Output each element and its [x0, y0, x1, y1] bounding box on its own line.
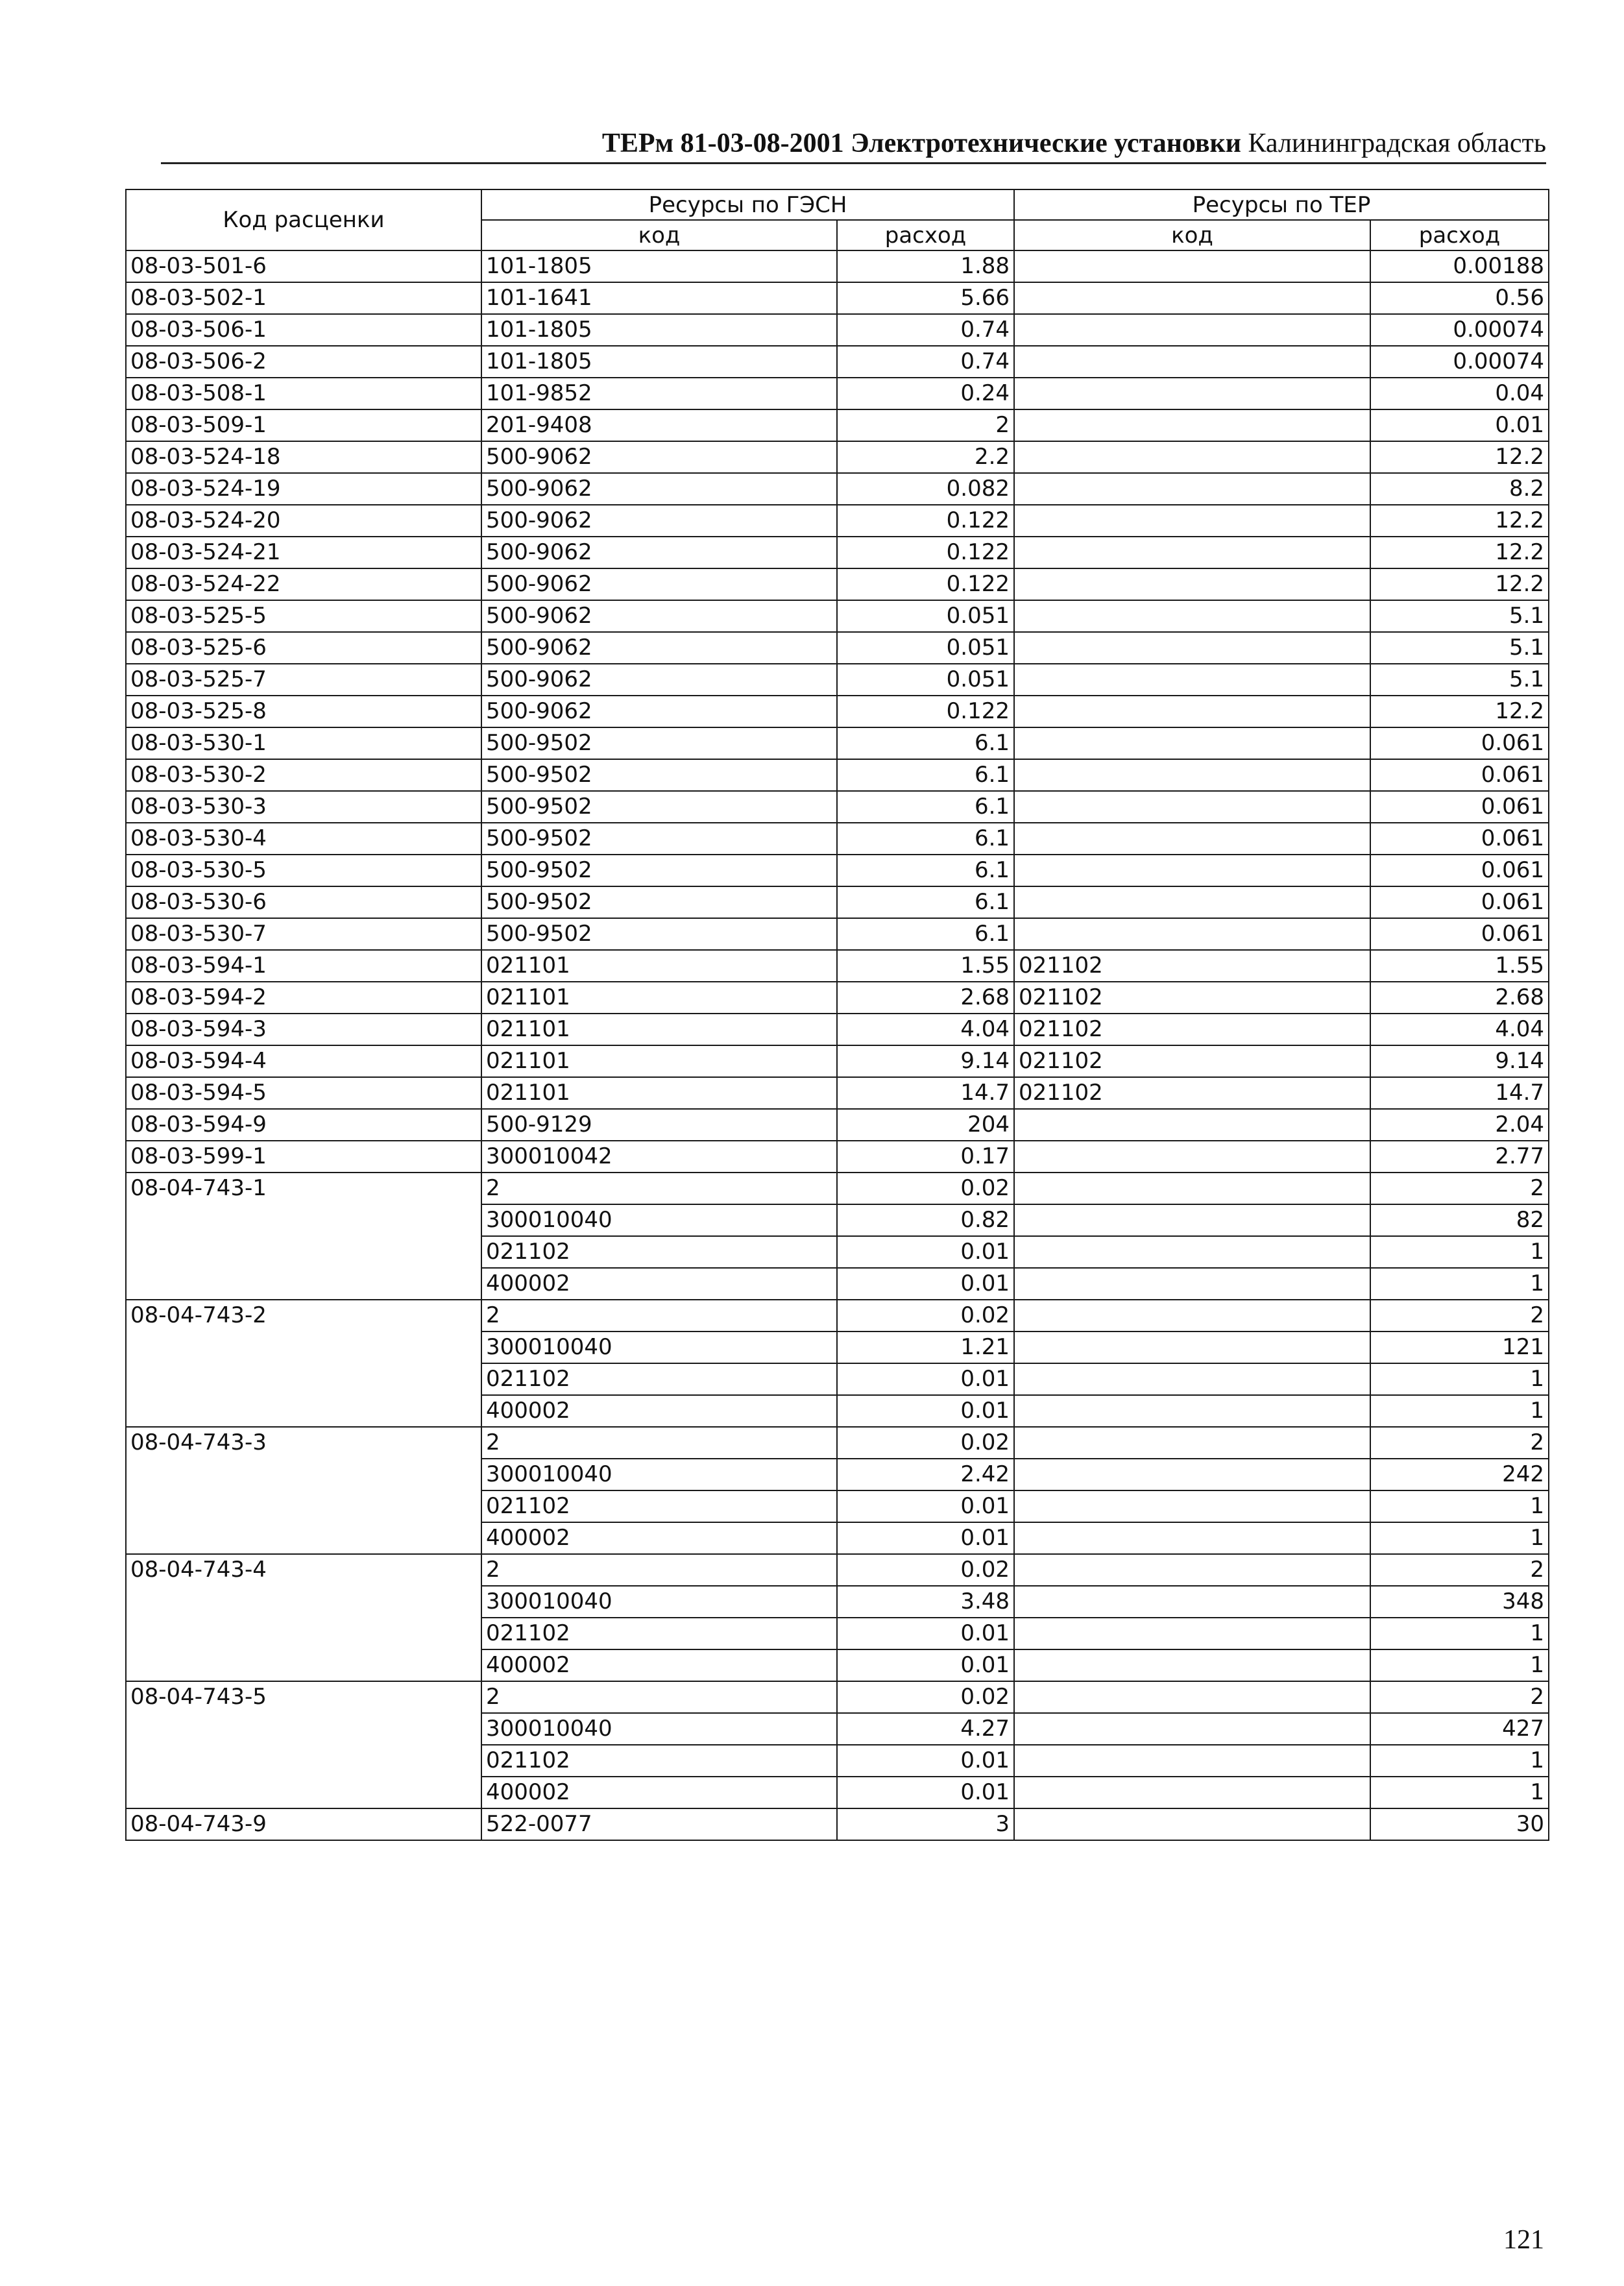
gesn-amount-cell: 6.1 — [837, 791, 1014, 823]
rate-code-cell: 08-03-506-1 — [126, 314, 481, 346]
gesn-resource-code-cell: 300010040 — [481, 1331, 837, 1363]
gesn-resource-code-cell: 500-9502 — [481, 727, 837, 759]
ter-amount-cell: 1 — [1370, 1395, 1549, 1427]
gesn-resource-code-cell: 500-9062 — [481, 600, 837, 632]
gesn-amount-cell: 2.42 — [837, 1459, 1014, 1490]
table-row — [126, 314, 1549, 346]
table-row — [126, 1427, 1549, 1459]
gesn-amount-cell: 0.02 — [837, 1681, 1014, 1713]
rate-code-cell: 08-03-530-5 — [126, 855, 481, 886]
ter-amount-cell: 12.2 — [1370, 696, 1549, 727]
gesn-amount-cell: 0.122 — [837, 696, 1014, 727]
table-row — [126, 473, 1549, 505]
rate-code-cell: 08-04-743-3 — [126, 1427, 481, 1554]
ter-resource-code-cell — [1014, 505, 1370, 537]
gesn-resource-code-cell: 500-9502 — [481, 886, 837, 918]
gesn-resource-code-cell: 500-9502 — [481, 855, 837, 886]
ter-resource-code-cell — [1014, 346, 1370, 378]
gesn-resource-code-cell: 2 — [481, 1554, 837, 1586]
ter-amount-cell: 12.2 — [1370, 568, 1549, 600]
gesn-amount-cell: 3.48 — [837, 1586, 1014, 1618]
ter-amount-cell: 9.14 — [1370, 1045, 1549, 1077]
rate-code-cell: 08-03-524-22 — [126, 568, 481, 600]
ter-amount-cell: 2.77 — [1370, 1141, 1549, 1173]
table-header — [126, 189, 1549, 250]
ter-amount-cell: 0.00074 — [1370, 346, 1549, 378]
gesn-resource-code-cell: 500-9502 — [481, 918, 837, 950]
table-row — [126, 727, 1549, 759]
rate-code-cell: 08-03-530-7 — [126, 918, 481, 950]
column-group-ter: Ресурсы по ТЕР — [1014, 189, 1549, 220]
table-row — [126, 664, 1549, 696]
gesn-resource-code-cell: 101-1805 — [481, 346, 837, 378]
ter-resource-code-cell — [1014, 886, 1370, 918]
ter-resource-code-cell — [1014, 632, 1370, 664]
ter-resource-code-cell — [1014, 473, 1370, 505]
ter-amount-cell: 1 — [1370, 1649, 1549, 1681]
gesn-amount-cell: 3 — [837, 1808, 1014, 1840]
gesn-amount-cell: 2.2 — [837, 441, 1014, 473]
gesn-amount-cell: 6.1 — [837, 886, 1014, 918]
ter-amount-cell: 1 — [1370, 1363, 1549, 1395]
ter-resource-code-cell — [1014, 1713, 1370, 1745]
table-row — [126, 1554, 1549, 1586]
table-row — [126, 568, 1549, 600]
ter-amount-cell: 1 — [1370, 1268, 1549, 1300]
ter-resource-code-cell — [1014, 1681, 1370, 1713]
ter-resource-code-cell — [1014, 1204, 1370, 1236]
ter-amount-cell: 14.7 — [1370, 1077, 1549, 1109]
gesn-amount-cell: 0.082 — [837, 473, 1014, 505]
gesn-amount-cell: 0.01 — [837, 1745, 1014, 1777]
ter-resource-code-cell — [1014, 537, 1370, 568]
table-row — [126, 409, 1549, 441]
rate-code-cell: 08-03-594-2 — [126, 982, 481, 1014]
ter-resource-code-cell — [1014, 1109, 1370, 1141]
page-header — [161, 127, 1546, 164]
table-row — [126, 1109, 1549, 1141]
gesn-resource-code-cell: 021101 — [481, 982, 837, 1014]
ter-resource-code-cell — [1014, 1554, 1370, 1586]
gesn-resource-code-cell: 500-9502 — [481, 759, 837, 791]
ter-amount-cell: 12.2 — [1370, 537, 1549, 568]
gesn-resource-code-cell: 400002 — [481, 1395, 837, 1427]
gesn-amount-cell: 0.02 — [837, 1427, 1014, 1459]
ter-resource-code-cell: 021102 — [1014, 1045, 1370, 1077]
document-code: ТЕРм 81-03-08-2001 — [601, 128, 844, 158]
rate-code-cell: 08-03-530-3 — [126, 791, 481, 823]
gesn-resource-code-cell: 021101 — [481, 1045, 837, 1077]
gesn-amount-cell: 0.051 — [837, 664, 1014, 696]
column-header-gesn-amount: расход — [837, 220, 1014, 250]
ter-resource-code-cell — [1014, 1427, 1370, 1459]
rate-code-cell: 08-04-743-2 — [126, 1300, 481, 1427]
gesn-amount-cell: 0.74 — [837, 314, 1014, 346]
gesn-resource-code-cell: 522-0077 — [481, 1808, 837, 1840]
rate-code-cell: 08-03-594-5 — [126, 1077, 481, 1109]
ter-amount-cell: 1 — [1370, 1236, 1549, 1268]
ter-amount-cell: 0.061 — [1370, 886, 1549, 918]
table-row — [126, 1173, 1549, 1204]
gesn-amount-cell: 0.122 — [837, 505, 1014, 537]
gesn-amount-cell: 0.01 — [837, 1777, 1014, 1808]
ter-amount-cell: 2.04 — [1370, 1109, 1549, 1141]
gesn-amount-cell: 0.24 — [837, 378, 1014, 409]
ter-amount-cell: 5.1 — [1370, 600, 1549, 632]
gesn-amount-cell: 0.17 — [837, 1141, 1014, 1173]
ter-amount-cell: 2 — [1370, 1173, 1549, 1204]
header-row-groups — [126, 189, 1549, 220]
rate-code-cell: 08-03-530-2 — [126, 759, 481, 791]
gesn-amount-cell: 2 — [837, 409, 1014, 441]
ter-amount-cell: 0.00074 — [1370, 314, 1549, 346]
rate-code-cell: 08-03-594-4 — [126, 1045, 481, 1077]
gesn-resource-code-cell: 021101 — [481, 950, 837, 982]
gesn-amount-cell: 0.01 — [837, 1618, 1014, 1649]
gesn-amount-cell: 6.1 — [837, 918, 1014, 950]
ter-resource-code-cell — [1014, 314, 1370, 346]
rate-code-cell: 08-03-525-6 — [126, 632, 481, 664]
ter-resource-code-cell — [1014, 282, 1370, 314]
gesn-resource-code-cell: 400002 — [481, 1777, 837, 1808]
table-row — [126, 1014, 1549, 1045]
table-row — [126, 441, 1549, 473]
gesn-resource-code-cell: 201-9408 — [481, 409, 837, 441]
ter-amount-cell: 12.2 — [1370, 441, 1549, 473]
resources-table — [125, 189, 1549, 1841]
rate-code-cell: 08-03-501-6 — [126, 250, 481, 282]
gesn-resource-code-cell: 500-9062 — [481, 537, 837, 568]
ter-amount-cell: 1.55 — [1370, 950, 1549, 982]
ter-resource-code-cell — [1014, 918, 1370, 950]
gesn-resource-code-cell: 400002 — [481, 1268, 837, 1300]
ter-amount-cell: 0.061 — [1370, 791, 1549, 823]
gesn-amount-cell: 0.02 — [837, 1300, 1014, 1331]
table-row — [126, 505, 1549, 537]
rate-code-cell: 08-03-594-1 — [126, 950, 481, 982]
column-header-ter-code: код — [1014, 220, 1370, 250]
gesn-resource-code-cell: 300010042 — [481, 1141, 837, 1173]
table-row — [126, 1300, 1549, 1331]
table-row — [126, 282, 1549, 314]
ter-amount-cell: 5.1 — [1370, 664, 1549, 696]
ter-resource-code-cell — [1014, 1331, 1370, 1363]
ter-resource-code-cell — [1014, 1808, 1370, 1840]
ter-amount-cell: 0.061 — [1370, 759, 1549, 791]
gesn-amount-cell: 0.01 — [837, 1522, 1014, 1554]
ter-amount-cell: 0.061 — [1370, 727, 1549, 759]
ter-amount-cell: 2 — [1370, 1681, 1549, 1713]
ter-amount-cell: 0.061 — [1370, 918, 1549, 950]
gesn-resource-code-cell: 300010040 — [481, 1459, 837, 1490]
rate-code-cell: 08-03-594-3 — [126, 1014, 481, 1045]
gesn-resource-code-cell: 021101 — [481, 1014, 837, 1045]
ter-resource-code-cell: 021102 — [1014, 982, 1370, 1014]
ter-amount-cell: 0.061 — [1370, 855, 1549, 886]
page-number: 121 — [1503, 2225, 1544, 2255]
ter-amount-cell: 348 — [1370, 1586, 1549, 1618]
ter-resource-code-cell: 021102 — [1014, 1077, 1370, 1109]
ter-amount-cell: 121 — [1370, 1331, 1549, 1363]
ter-resource-code-cell — [1014, 1300, 1370, 1331]
ter-resource-code-cell — [1014, 1777, 1370, 1808]
rate-code-cell: 08-03-502-1 — [126, 282, 481, 314]
ter-resource-code-cell — [1014, 855, 1370, 886]
ter-resource-code-cell — [1014, 727, 1370, 759]
gesn-amount-cell: 0.051 — [837, 632, 1014, 664]
gesn-resource-code-cell: 500-9062 — [481, 664, 837, 696]
ter-resource-code-cell — [1014, 1268, 1370, 1300]
gesn-amount-cell: 5.66 — [837, 282, 1014, 314]
table-row — [126, 855, 1549, 886]
table-row — [126, 918, 1549, 950]
gesn-amount-cell: 14.7 — [837, 1077, 1014, 1109]
gesn-amount-cell: 0.01 — [837, 1268, 1014, 1300]
ter-resource-code-cell — [1014, 1522, 1370, 1554]
ter-amount-cell: 2.68 — [1370, 982, 1549, 1014]
gesn-resource-code-cell: 500-9062 — [481, 568, 837, 600]
table-row — [126, 632, 1549, 664]
gesn-resource-code-cell: 101-1641 — [481, 282, 837, 314]
rate-code-cell: 08-03-524-18 — [126, 441, 481, 473]
rate-code-cell: 08-03-525-8 — [126, 696, 481, 727]
gesn-resource-code-cell: 101-1805 — [481, 314, 837, 346]
table-row — [126, 537, 1549, 568]
gesn-amount-cell: 204 — [837, 1109, 1014, 1141]
ter-amount-cell: 1 — [1370, 1522, 1549, 1554]
ter-resource-code-cell — [1014, 1459, 1370, 1490]
ter-resource-code-cell — [1014, 250, 1370, 282]
gesn-resource-code-cell: 101-9852 — [481, 378, 837, 409]
gesn-resource-code-cell: 2 — [481, 1300, 837, 1331]
gesn-resource-code-cell: 500-9062 — [481, 632, 837, 664]
ter-amount-cell: 30 — [1370, 1808, 1549, 1840]
ter-amount-cell: 2 — [1370, 1554, 1549, 1586]
ter-resource-code-cell — [1014, 1363, 1370, 1395]
table-row — [126, 886, 1549, 918]
ter-amount-cell: 242 — [1370, 1459, 1549, 1490]
ter-resource-code-cell: 021102 — [1014, 950, 1370, 982]
gesn-amount-cell: 2.68 — [837, 982, 1014, 1014]
gesn-resource-code-cell: 021102 — [481, 1745, 837, 1777]
column-header-gesn-code: код — [481, 220, 837, 250]
ter-resource-code-cell — [1014, 441, 1370, 473]
rate-code-cell: 08-03-506-2 — [126, 346, 481, 378]
ter-amount-cell: 1 — [1370, 1777, 1549, 1808]
rate-code-cell: 08-03-525-7 — [126, 664, 481, 696]
gesn-resource-code-cell: 400002 — [481, 1522, 837, 1554]
document-title: Электротехнические установки — [851, 128, 1241, 158]
table-row — [126, 378, 1549, 409]
ter-resource-code-cell — [1014, 1173, 1370, 1204]
gesn-amount-cell: 0.01 — [837, 1490, 1014, 1522]
rate-code-cell: 08-04-743-4 — [126, 1554, 481, 1681]
gesn-resource-code-cell: 300010040 — [481, 1713, 837, 1745]
ter-resource-code-cell — [1014, 1141, 1370, 1173]
ter-resource-code-cell — [1014, 409, 1370, 441]
ter-amount-cell: 8.2 — [1370, 473, 1549, 505]
ter-resource-code-cell — [1014, 759, 1370, 791]
gesn-resource-code-cell: 500-9502 — [481, 791, 837, 823]
table-row — [126, 791, 1549, 823]
gesn-resource-code-cell: 021101 — [481, 1077, 837, 1109]
ter-amount-cell: 0.56 — [1370, 282, 1549, 314]
rate-code-cell: 08-03-524-20 — [126, 505, 481, 537]
rate-code-cell: 08-03-530-6 — [126, 886, 481, 918]
gesn-resource-code-cell: 500-9062 — [481, 696, 837, 727]
gesn-resource-code-cell: 021102 — [481, 1490, 837, 1522]
gesn-resource-code-cell: 400002 — [481, 1649, 837, 1681]
ter-resource-code-cell — [1014, 378, 1370, 409]
gesn-amount-cell: 0.01 — [837, 1649, 1014, 1681]
ter-resource-code-cell — [1014, 1490, 1370, 1522]
table-row — [126, 1141, 1549, 1173]
gesn-amount-cell: 0.122 — [837, 568, 1014, 600]
gesn-amount-cell: 0.01 — [837, 1236, 1014, 1268]
ter-amount-cell: 1 — [1370, 1745, 1549, 1777]
table-row — [126, 346, 1549, 378]
gesn-resource-code-cell: 300010040 — [481, 1586, 837, 1618]
region-name: Калининградская область — [1248, 128, 1546, 158]
ter-amount-cell: 2 — [1370, 1427, 1549, 1459]
gesn-amount-cell: 6.1 — [837, 855, 1014, 886]
gesn-resource-code-cell: 500-9129 — [481, 1109, 837, 1141]
ter-resource-code-cell: 021102 — [1014, 1014, 1370, 1045]
table-row — [126, 1808, 1549, 1840]
ter-resource-code-cell — [1014, 1649, 1370, 1681]
ter-resource-code-cell — [1014, 823, 1370, 855]
ter-amount-cell: 0.01 — [1370, 409, 1549, 441]
table-row — [126, 250, 1549, 282]
ter-amount-cell: 0.04 — [1370, 378, 1549, 409]
gesn-amount-cell: 0.01 — [837, 1395, 1014, 1427]
ter-resource-code-cell — [1014, 1236, 1370, 1268]
ter-resource-code-cell — [1014, 600, 1370, 632]
table-row — [126, 1681, 1549, 1713]
ter-resource-code-cell — [1014, 696, 1370, 727]
ter-resource-code-cell — [1014, 1618, 1370, 1649]
gesn-resource-code-cell: 500-9062 — [481, 441, 837, 473]
gesn-resource-code-cell: 500-9062 — [481, 473, 837, 505]
rate-code-cell: 08-03-530-4 — [126, 823, 481, 855]
gesn-amount-cell: 0.122 — [837, 537, 1014, 568]
gesn-amount-cell: 0.02 — [837, 1554, 1014, 1586]
gesn-amount-cell: 9.14 — [837, 1045, 1014, 1077]
ter-resource-code-cell — [1014, 664, 1370, 696]
gesn-amount-cell: 0.74 — [837, 346, 1014, 378]
table-row — [126, 823, 1549, 855]
ter-amount-cell: 427 — [1370, 1713, 1549, 1745]
ter-amount-cell: 2 — [1370, 1300, 1549, 1331]
ter-amount-cell: 12.2 — [1370, 505, 1549, 537]
column-group-gesn: Ресурсы по ГЭСН — [481, 189, 1014, 220]
gesn-resource-code-cell: 500-9062 — [481, 505, 837, 537]
gesn-resource-code-cell: 021102 — [481, 1236, 837, 1268]
gesn-amount-cell: 0.01 — [837, 1363, 1014, 1395]
rate-code-cell: 08-03-524-19 — [126, 473, 481, 505]
gesn-amount-cell: 4.27 — [837, 1713, 1014, 1745]
rate-code-cell: 08-03-530-1 — [126, 727, 481, 759]
ter-amount-cell: 1 — [1370, 1490, 1549, 1522]
table-body — [126, 250, 1549, 1840]
gesn-resource-code-cell: 021102 — [481, 1618, 837, 1649]
table-row — [126, 982, 1549, 1014]
gesn-amount-cell: 1.88 — [837, 250, 1014, 282]
gesn-resource-code-cell: 2 — [481, 1427, 837, 1459]
gesn-amount-cell: 0.02 — [837, 1173, 1014, 1204]
ter-resource-code-cell — [1014, 1745, 1370, 1777]
ter-amount-cell: 82 — [1370, 1204, 1549, 1236]
rate-code-cell: 08-03-524-21 — [126, 537, 481, 568]
ter-amount-cell: 4.04 — [1370, 1014, 1549, 1045]
ter-resource-code-cell — [1014, 568, 1370, 600]
gesn-resource-code-cell: 2 — [481, 1173, 837, 1204]
gesn-amount-cell: 0.051 — [837, 600, 1014, 632]
rate-code-cell: 08-04-743-1 — [126, 1173, 481, 1300]
table-row — [126, 1045, 1549, 1077]
gesn-amount-cell: 6.1 — [837, 727, 1014, 759]
rate-code-cell: 08-03-509-1 — [126, 409, 481, 441]
table-row — [126, 696, 1549, 727]
table-row — [126, 600, 1549, 632]
gesn-resource-code-cell: 2 — [481, 1681, 837, 1713]
column-header-ter-amount: расход — [1370, 220, 1549, 250]
table-row — [126, 950, 1549, 982]
ter-resource-code-cell — [1014, 1586, 1370, 1618]
gesn-amount-cell: 0.82 — [837, 1204, 1014, 1236]
gesn-amount-cell: 6.1 — [837, 759, 1014, 791]
table-row — [126, 759, 1549, 791]
table-row — [126, 1077, 1549, 1109]
rate-code-cell: 08-04-743-5 — [126, 1681, 481, 1808]
ter-resource-code-cell — [1014, 791, 1370, 823]
column-header-rate-code: Код расценки — [126, 189, 481, 250]
gesn-amount-cell: 1.55 — [837, 950, 1014, 982]
rate-code-cell: 08-03-525-5 — [126, 600, 481, 632]
gesn-resource-code-cell: 300010040 — [481, 1204, 837, 1236]
ter-amount-cell: 1 — [1370, 1618, 1549, 1649]
gesn-resource-code-cell: 021102 — [481, 1363, 837, 1395]
rate-code-cell: 08-03-599-1 — [126, 1141, 481, 1173]
ter-amount-cell: 0.00188 — [1370, 250, 1549, 282]
gesn-amount-cell: 1.21 — [837, 1331, 1014, 1363]
rate-code-cell: 08-03-508-1 — [126, 378, 481, 409]
gesn-amount-cell: 4.04 — [837, 1014, 1014, 1045]
ter-amount-cell: 5.1 — [1370, 632, 1549, 664]
gesn-resource-code-cell: 500-9502 — [481, 823, 837, 855]
ter-resource-code-cell — [1014, 1395, 1370, 1427]
ter-amount-cell: 0.061 — [1370, 823, 1549, 855]
gesn-resource-code-cell: 101-1805 — [481, 250, 837, 282]
gesn-amount-cell: 6.1 — [837, 823, 1014, 855]
rate-code-cell: 08-03-594-9 — [126, 1109, 481, 1141]
rate-code-cell: 08-04-743-9 — [126, 1808, 481, 1840]
